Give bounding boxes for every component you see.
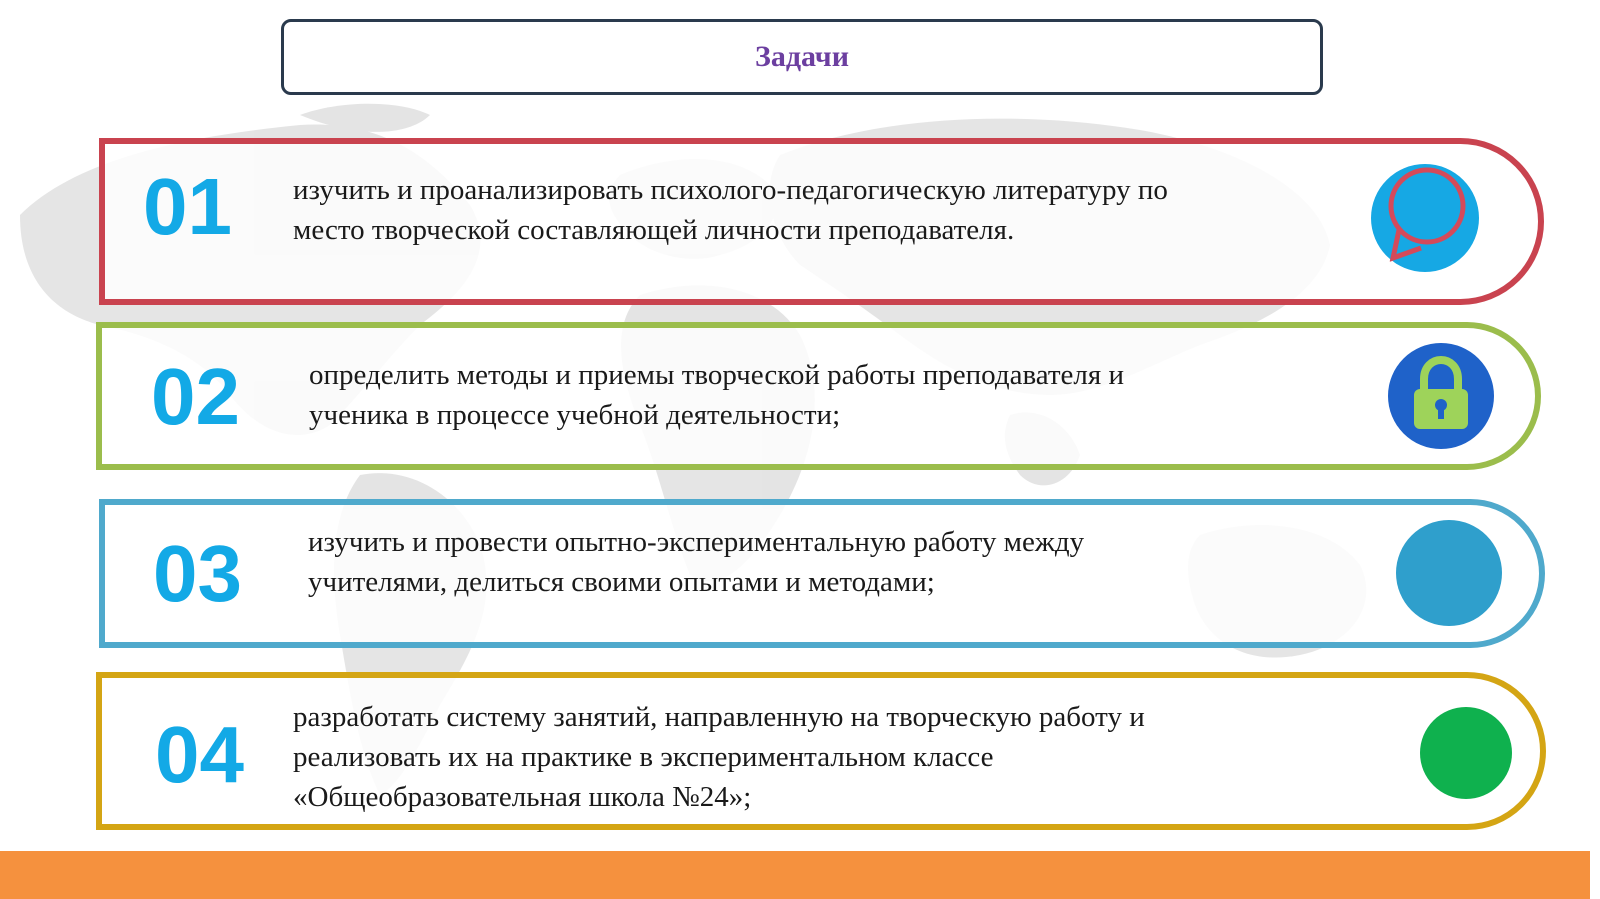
task-text-3: изучить и провести опытно-экспериментальную работу между учителями, делиться своими опытами и методами; xyxy=(308,526,1085,598)
task-number-4: 04 xyxy=(155,710,244,799)
padlock-icon xyxy=(1386,341,1496,451)
task-number-1: 01 xyxy=(143,162,232,251)
task-number-3: 03 xyxy=(153,529,242,618)
task-text-4: разработать систему занятий, направленную на творческую работу и реализовать их на практике в экспериментальном классе «Общеобразовательная школа №24»; xyxy=(293,701,1145,813)
task-text-1: изучить и проанализировать психолого-педагогическую литературу по место творческой составляющей личности преподавателя. xyxy=(293,174,1168,246)
chat-bubble-icon xyxy=(1369,162,1481,274)
title-box xyxy=(281,19,1323,95)
task-text-2: определить методы и приемы творческой работы преподавателя и ученика в процессе учебной деятельности; xyxy=(309,359,1125,431)
page-title: Задачи xyxy=(754,40,849,73)
circle-icon xyxy=(1418,705,1514,801)
task-number-2: 02 xyxy=(151,352,240,441)
circle-icon xyxy=(1394,518,1504,628)
bottom-bar xyxy=(0,851,1590,899)
